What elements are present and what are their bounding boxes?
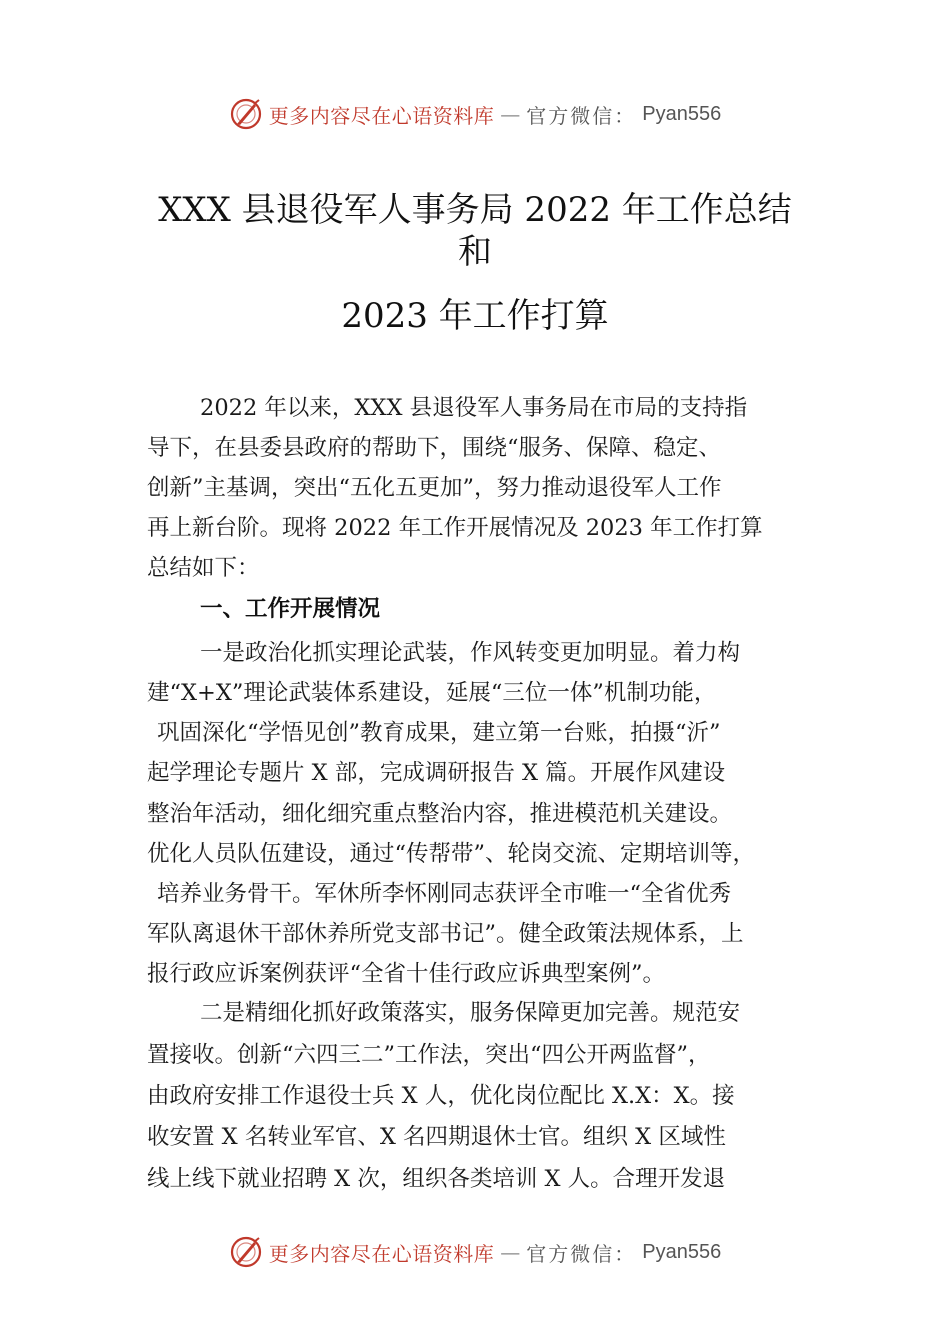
quill-pen-logo-icon xyxy=(229,97,263,131)
watermark-brand: 更多内容尽在心语资料库 xyxy=(268,103,495,128)
body-line: 整治年活动，细化细究重点整治内容，推进模范机关建设。 xyxy=(147,801,733,827)
body-line: 起学理论专题片 X 部，完成调研报告 X 篇。开展作风建设 xyxy=(147,760,726,786)
document-title-line-1: XXX 县退役军人事务局 2022 年工作总结 xyxy=(158,190,792,230)
body-line: 优化人员队伍建设，通过“传帮带”、轮岗交流、定期培训等， xyxy=(147,841,756,867)
body-line: 建“X+X”理论武装体系建设，延展“三位一体”机制功能， xyxy=(147,680,717,706)
header-watermark xyxy=(0,94,950,134)
watermark-wechat-label: 官方微信： xyxy=(526,1241,637,1266)
body-line: 军队离退休干部休养所党支部书记”。健全政策法规体系，上 xyxy=(147,921,744,947)
body-line: 收安置 X 名转业军官、X 名四期退休士官。组织 X 区域性 xyxy=(147,1124,726,1150)
watermark-wechat-label: 官方微信： xyxy=(526,103,637,128)
body-line: 再上新台阶。现将 2022 年工作开展情况及 2023 年工作打算 xyxy=(147,515,763,541)
body-line: 由政府安排工作退役士兵 X 人，优化岗位配比 X.X：X。接 xyxy=(147,1083,735,1109)
body-line: 创新”主基调，突出“五化五更加”，努力推动退役军人工作 xyxy=(147,475,722,501)
watermark-separator: — xyxy=(500,102,521,126)
body-line: 一是政治化抓实理论武装，作风转变更加明显。着力构 xyxy=(200,640,741,666)
footer-watermark xyxy=(0,1232,950,1272)
body-line: 2022 年以来，XXX 县退役军人事务局在市局的支持指 xyxy=(200,395,748,421)
body-line: 培养业务骨干。军休所李怀刚同志获评全市唯一“全省优秀 xyxy=(157,881,732,907)
body-line: 二是精细化抓好政策落实，服务保障更加完善。规范安 xyxy=(200,1000,741,1026)
section-heading: 一、工作开展情况 xyxy=(200,596,381,622)
body-line: 导下，在县委县政府的帮助下，围绕“服务、保障、稳定、 xyxy=(147,435,722,461)
watermark-brand: 更多内容尽在心语资料库 xyxy=(268,1241,495,1266)
body-line: 总结如下： xyxy=(147,555,260,581)
document-title-line-2: 和 xyxy=(458,232,492,272)
body-line: 巩固深化“学悟见创”教育成果，建立第一台账，拍摄“沂” xyxy=(157,720,721,746)
document-title-line-3: 2023 年工作打算 xyxy=(341,296,609,336)
body-line: 置接收。创新“六四三二”工作法，突出“四公开两监督”， xyxy=(147,1042,711,1068)
watermark-wechat-id: Pyan556 xyxy=(642,1240,722,1263)
body-line: 线上线下就业招聘 X 次，组织各类培训 X 人。合理开发退 xyxy=(147,1166,726,1192)
body-line: 报行政应诉案例获评“全省十佳行政应诉典型案例”。 xyxy=(147,961,666,987)
watermark-wechat-id: Pyan556 xyxy=(642,102,722,125)
quill-pen-logo-icon xyxy=(229,1235,263,1269)
watermark-separator: — xyxy=(500,1240,521,1264)
